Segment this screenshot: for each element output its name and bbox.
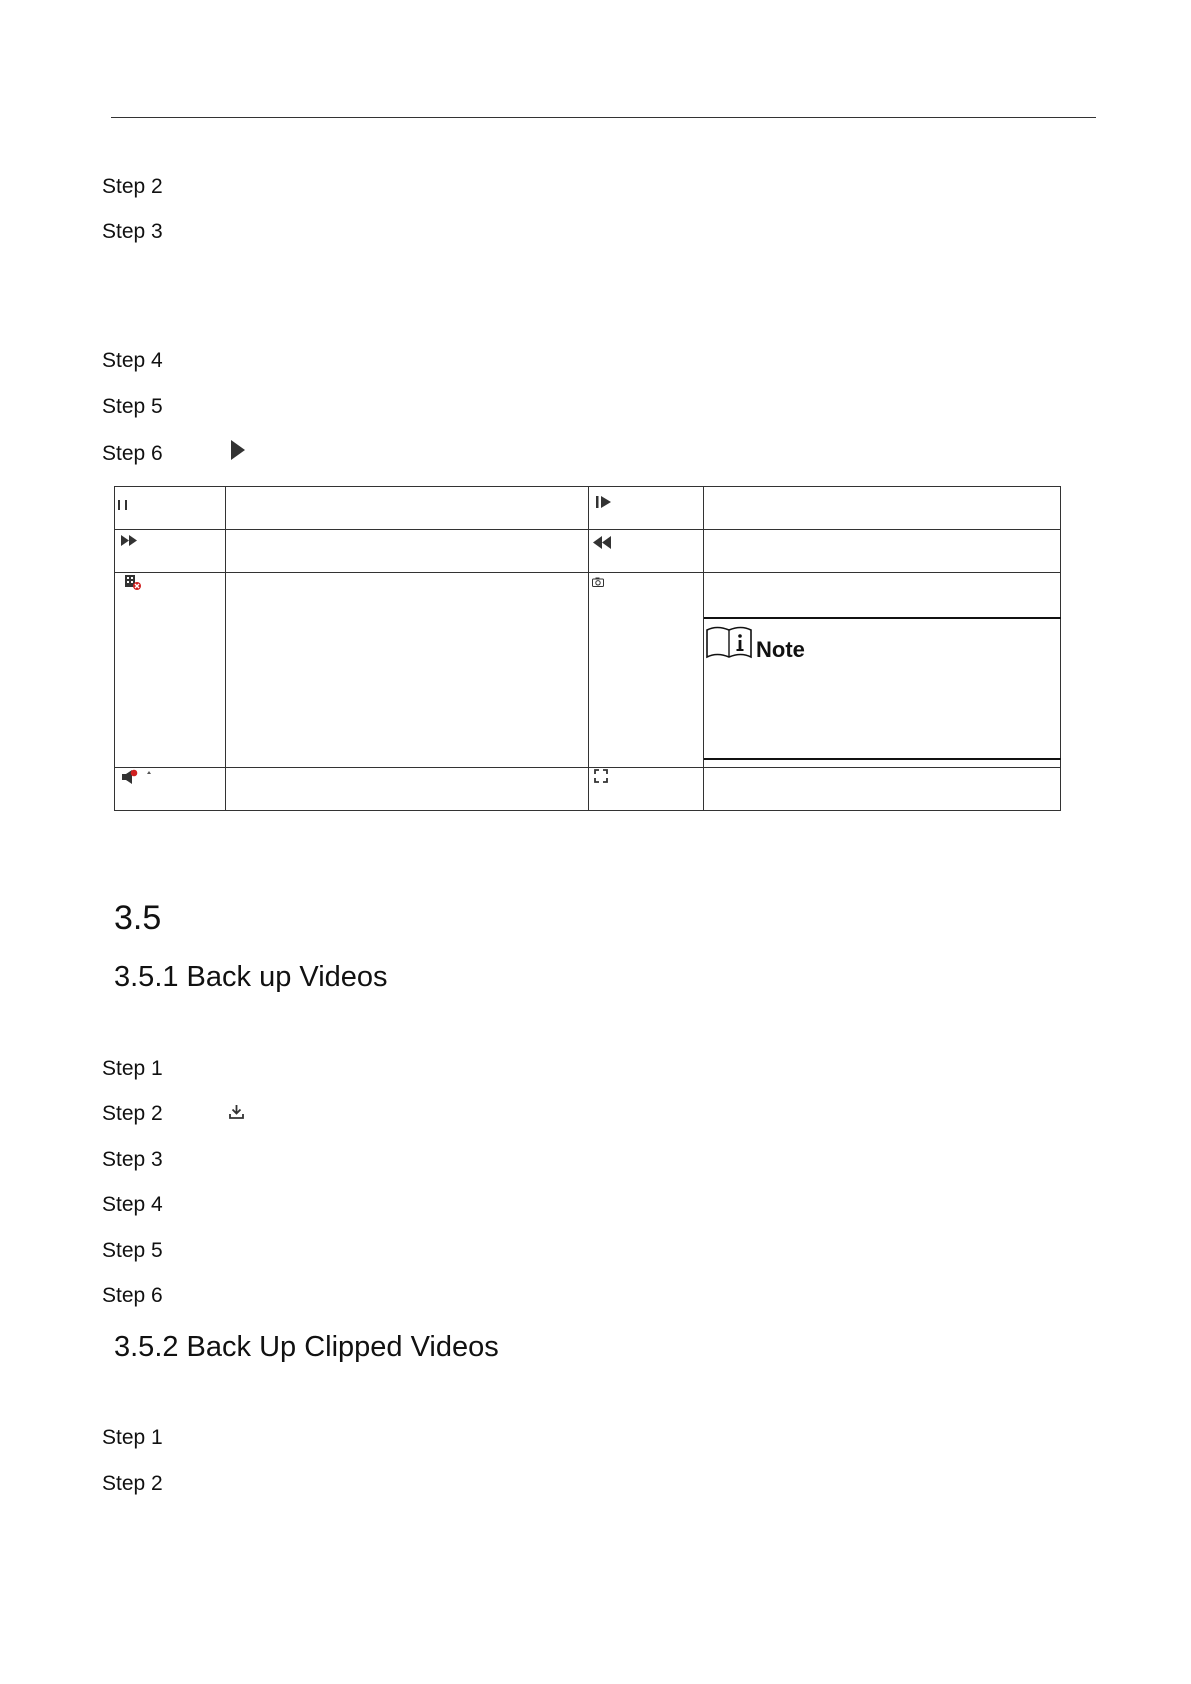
camera-icon: [592, 577, 604, 587]
single-frame-icon: [596, 495, 611, 509]
step-label: Step 5: [102, 1239, 163, 1262]
table-cell: [703, 572, 1061, 768]
step-label: Step 1: [102, 1426, 163, 1449]
table-cell: [225, 486, 589, 530]
note-book-icon: [705, 624, 753, 660]
fullscreen-icon: [594, 769, 608, 783]
table-cell: [703, 486, 1061, 530]
step-label: Step 6: [102, 1284, 163, 1307]
play-icon: [231, 440, 245, 460]
subsection-heading: 3.5.2 Back Up Clipped Videos: [114, 1331, 499, 1363]
table-cell: [225, 572, 589, 768]
table-cell: [114, 486, 226, 530]
table-cell: [225, 529, 589, 573]
step-label: Step 4: [102, 349, 163, 372]
subsection-heading: 3.5.1 Back up Videos: [114, 961, 388, 993]
step-label: Step 6: [102, 442, 163, 465]
rewind-icon: [593, 536, 611, 549]
pause-icon: [117, 499, 129, 511]
section-heading: 3.5: [114, 899, 162, 937]
note-label: Note: [756, 637, 805, 662]
table-cell: [114, 572, 226, 768]
audio-icon: [122, 769, 158, 785]
step-label: Step 2: [102, 1102, 163, 1125]
download-icon: [229, 1104, 244, 1119]
table-cell: [703, 767, 1061, 811]
note-top-rule: [704, 617, 1061, 619]
step-label: Step 5: [102, 395, 163, 418]
table-cell: [225, 767, 589, 811]
note-bottom-rule: [704, 758, 1061, 760]
table-cell: [703, 529, 1061, 573]
step-label: Step 2: [102, 175, 163, 198]
step-label: Step 1: [102, 1057, 163, 1080]
playback-controls-table: [114, 486, 1061, 811]
step-label: Step 2: [102, 1472, 163, 1495]
fast-forward-icon: [121, 535, 137, 546]
table-cell: [588, 572, 704, 768]
clip-video-icon: [125, 575, 142, 591]
step-label: Step 3: [102, 1148, 163, 1171]
header-rule: [111, 117, 1096, 118]
step-label: Step 3: [102, 220, 163, 243]
step-label: Step 4: [102, 1193, 163, 1216]
